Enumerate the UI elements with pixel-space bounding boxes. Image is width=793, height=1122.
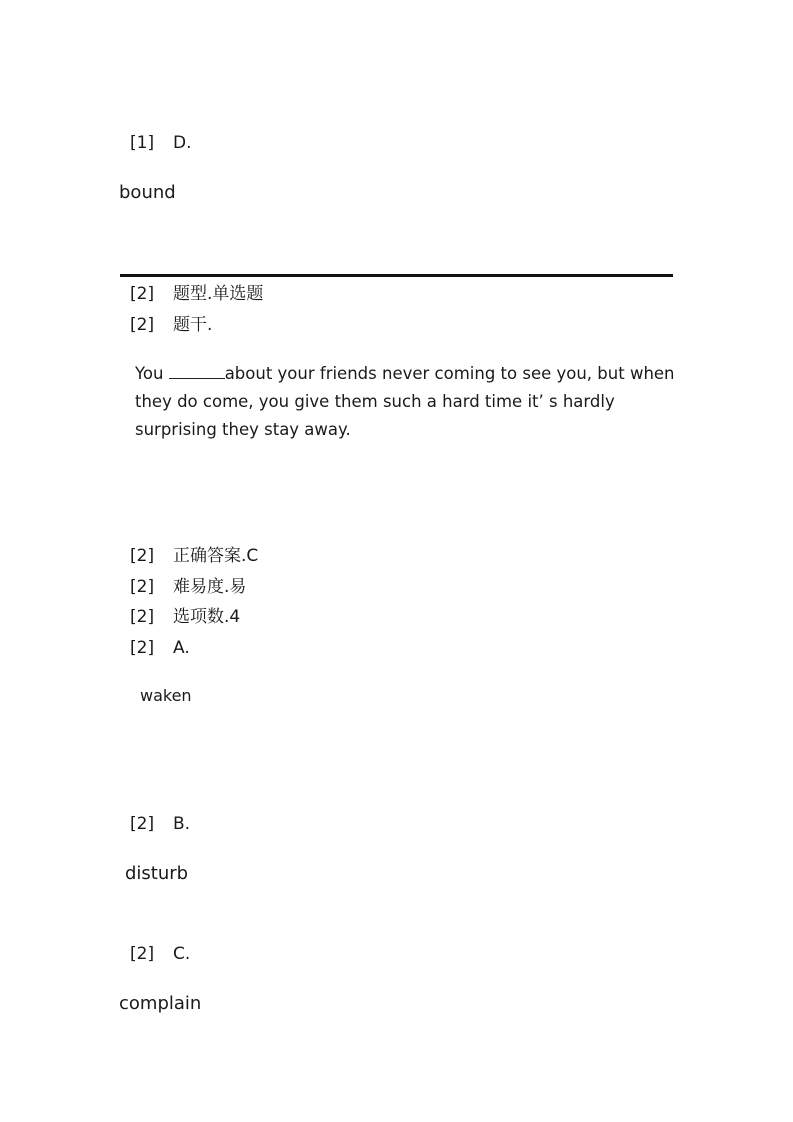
row-tag: [2]: [130, 577, 155, 597]
option-text: complain: [119, 993, 202, 1014]
option-tag: [1]: [130, 133, 155, 153]
question-stem: [135, 360, 680, 444]
answer-blank: [169, 363, 225, 379]
option-label: A.: [173, 638, 190, 658]
option-label: C.: [173, 944, 191, 964]
row-tag: [2]: [130, 607, 155, 627]
stem-after: about your friends never coming to see you, but when they do come, you give them such a hard time it’ s hardly surprising they stay away.: [135, 364, 675, 439]
option-text: disturb: [125, 863, 189, 884]
row-tag: [2]: [130, 315, 155, 335]
option-count: 选项数.4: [173, 607, 241, 627]
question-type: 题型.单选题: [173, 284, 264, 304]
row-tag: [2]: [130, 284, 155, 304]
option-label: D.: [173, 133, 192, 153]
correct-answer: 正确答案.C: [173, 546, 259, 566]
row-tag: [2]: [130, 814, 155, 834]
row-tag: [2]: [130, 638, 155, 658]
stem-before: You: [135, 364, 169, 383]
row-tag: [2]: [130, 944, 155, 964]
row-tag: [2]: [130, 546, 155, 566]
difficulty: 难易度.易: [173, 577, 247, 597]
section-divider: [120, 274, 673, 277]
option-text: bound: [119, 182, 176, 203]
option-text: waken: [140, 686, 192, 705]
option-label: B.: [173, 814, 191, 834]
stem-label: 题干.: [173, 315, 213, 335]
